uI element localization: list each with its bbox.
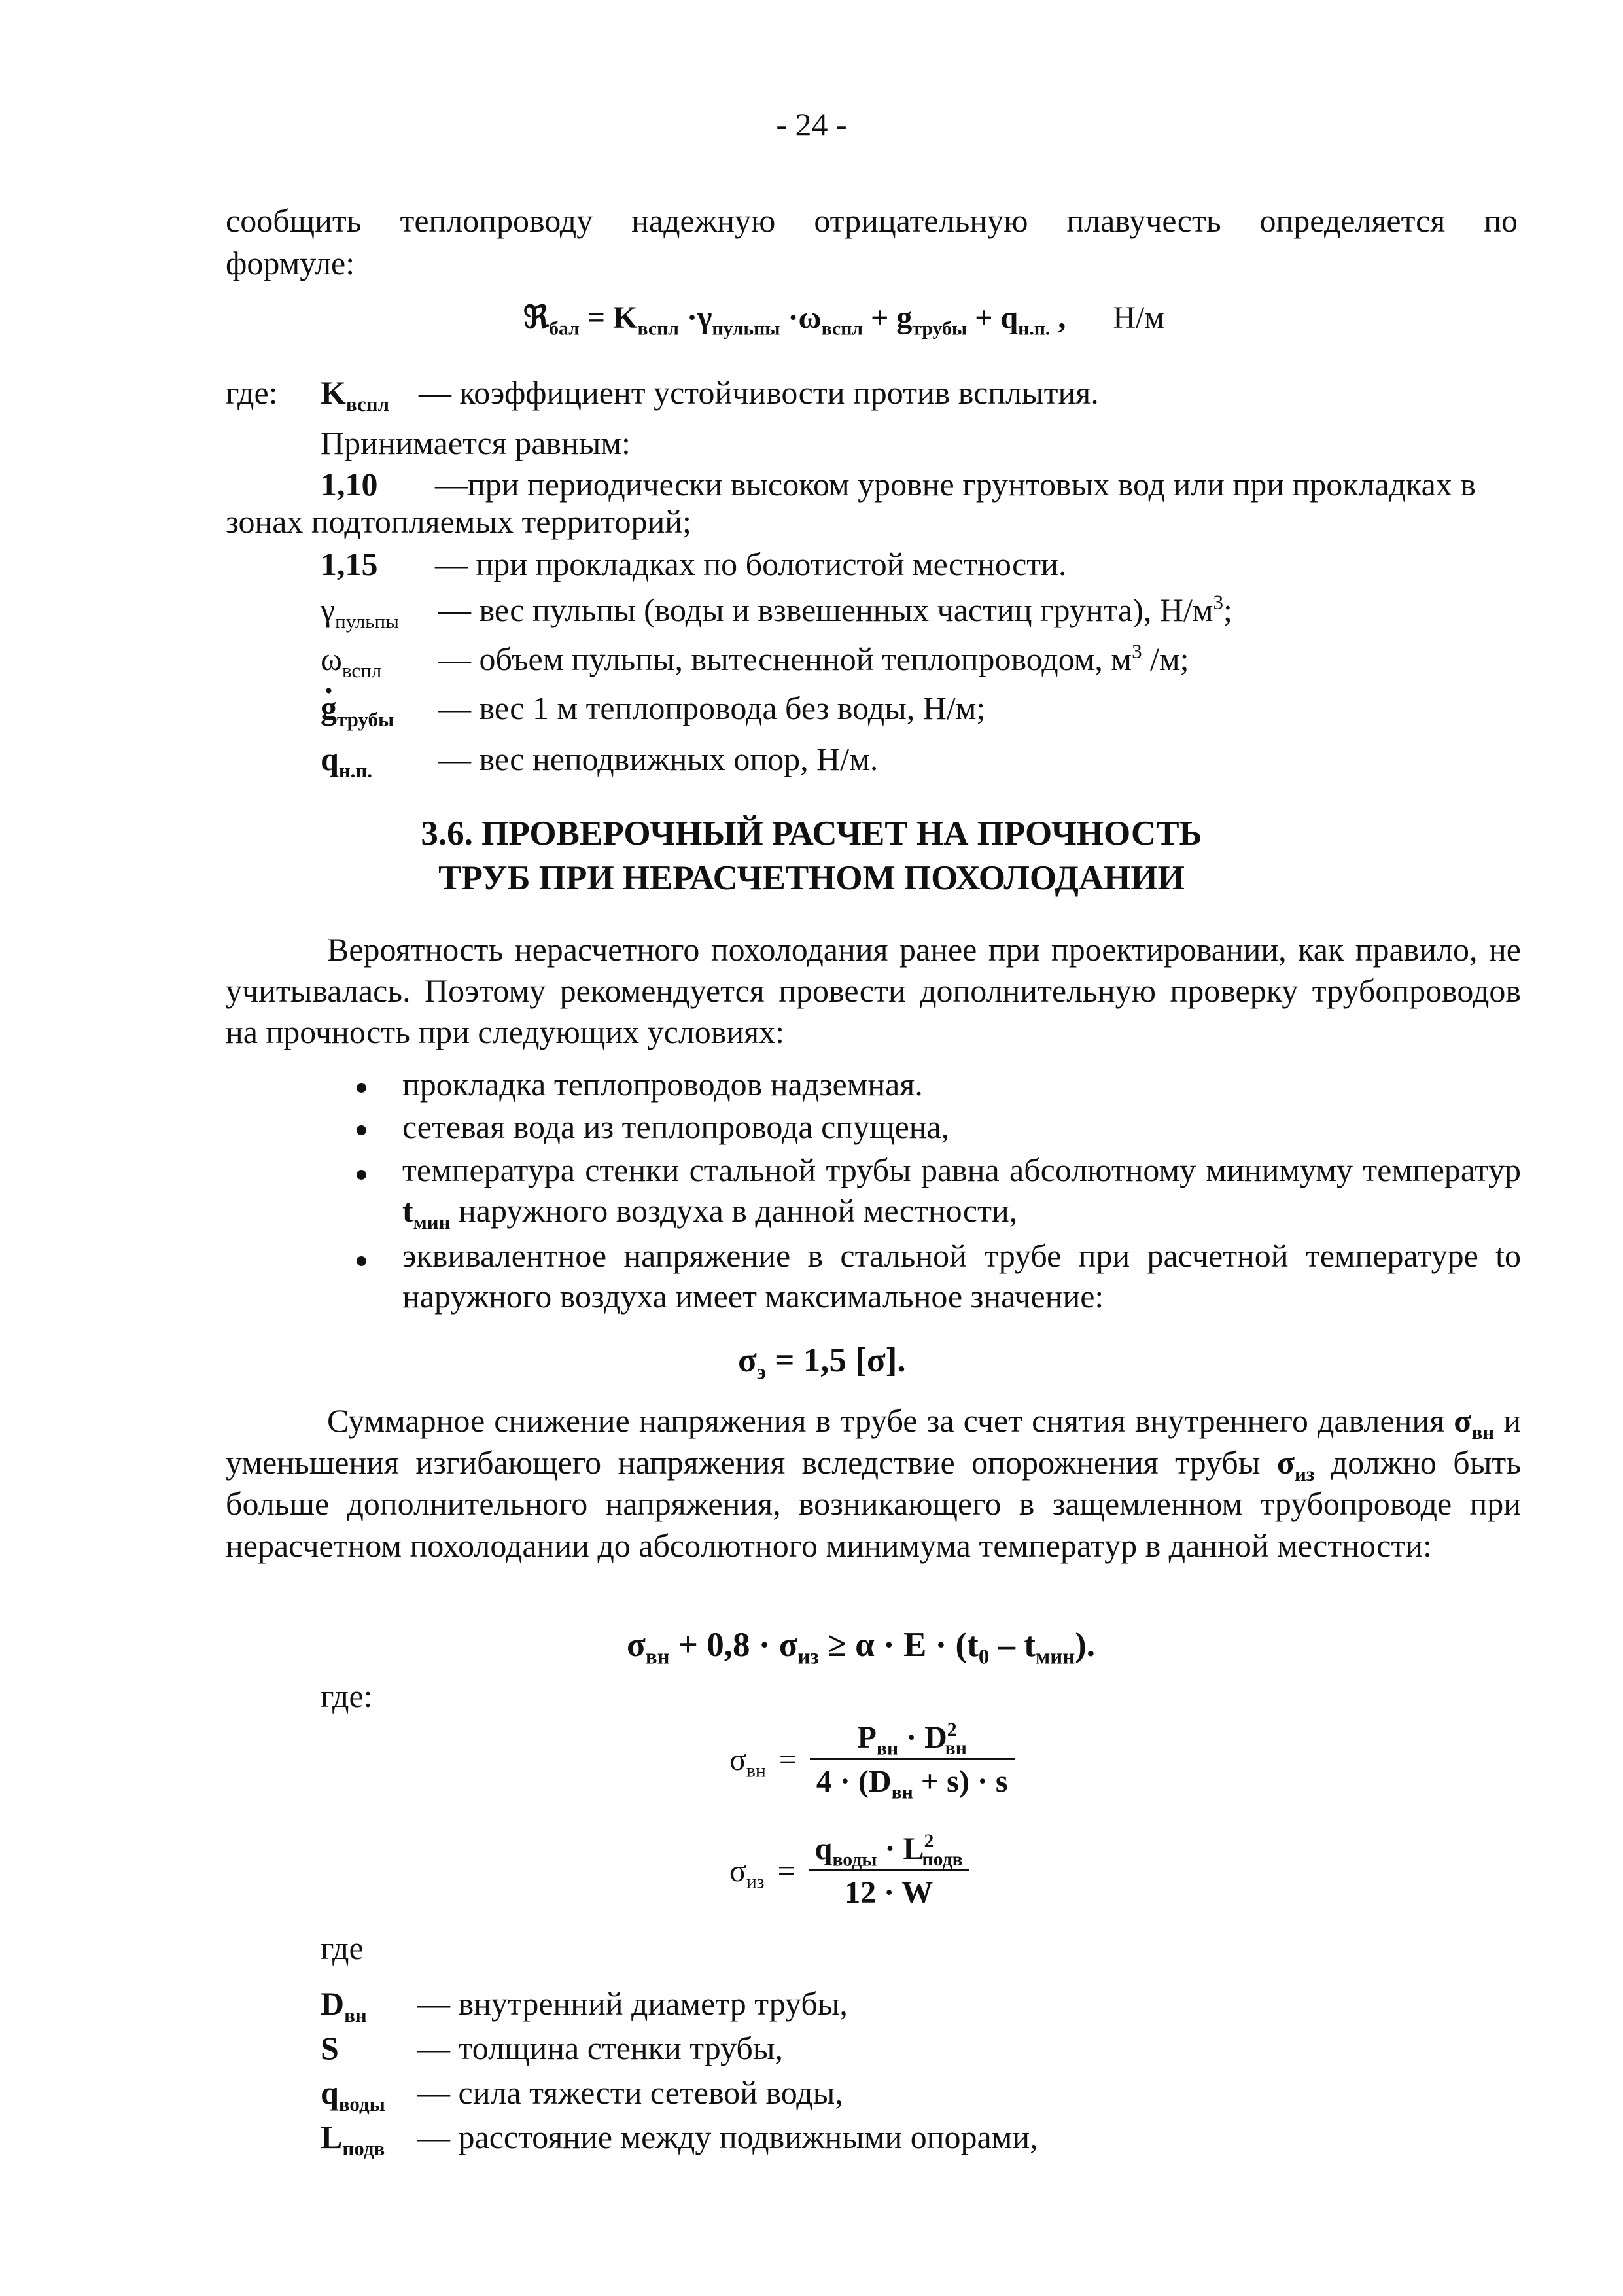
definition-text [438, 589, 1232, 631]
formula-term: · D [898, 1720, 947, 1755]
formula-term: = K [579, 300, 638, 335]
definition-symbol [321, 687, 394, 730]
symbol-subscript: воды [338, 2092, 385, 2115]
inline-symbol: σ [1454, 1402, 1472, 1439]
formula-subscript: вн [876, 1737, 899, 1759]
definition-text [438, 687, 985, 730]
formula-ballast [523, 298, 1164, 338]
definition-tail: ; [1223, 592, 1232, 628]
formula-symbol: σ [627, 1626, 646, 1664]
intro-line-2: формуле: [226, 245, 355, 281]
formula-subscript: вн [945, 1737, 967, 1759]
bullet-dot [357, 1083, 366, 1093]
formula-equals: = [778, 1742, 797, 1777]
formula-term: + s) · s [913, 1764, 1008, 1799]
definition-symbol [321, 2116, 385, 2159]
fraction-numerator [810, 1718, 1015, 1758]
formula-term: = 1,5 [σ]. [766, 1341, 906, 1379]
inline-subscript: из [1295, 1462, 1315, 1485]
definition-tail: /м; [1142, 641, 1189, 677]
formula-stress-condition [627, 1623, 1095, 1668]
symbol-subscript: пульпы [335, 609, 399, 633]
symbol-letter: S [321, 2030, 339, 2066]
formula-term: + g [863, 300, 913, 335]
definition-text: — толщина стенки трубы, [417, 2030, 783, 2066]
formula-subscript: мин [1035, 1645, 1075, 1669]
definition-sup: 3 [1213, 590, 1223, 614]
formula-term: ·γ [678, 300, 712, 335]
symbol-subscript: вн [344, 2003, 367, 2026]
inline-symbol: σ [1276, 1443, 1295, 1481]
definition-text: — сила тяжести сетевой воды, [417, 2074, 843, 2111]
formula-subscript: трубы [912, 317, 968, 340]
definition-text [438, 738, 878, 781]
formula-superscript: 2 [947, 1719, 957, 1741]
formula-superscript: 2 [924, 1830, 934, 1852]
paragraph-1: Вероятность нерасчетного похолодания ранее при проектировании, как правило, не учитывалась. Поэтому рекомендуется провести дополнительную проверку трубопроводов на прочность при следующих условиях: [226, 931, 1521, 1050]
intro-word: определяется [1259, 202, 1446, 239]
symbol-subscript: вспл [345, 392, 390, 415]
symbol-subscript: подв [342, 2136, 385, 2160]
formula-fraction [809, 1829, 969, 1914]
inline-subscript: вн [1471, 1420, 1495, 1443]
formula-term: · L [877, 1831, 924, 1866]
definition-text: — расстояние между подвижными опорами, [417, 2119, 1038, 2155]
bullet-item-4: эквивалентное напряжение в стальной трубе при расчетной температуре to наружного воздуха имеет максимальное значение: [402, 1237, 1521, 1315]
symbol-letter: · g [321, 687, 337, 730]
symbol-letter: q [321, 741, 339, 777]
bullet-symbol: t [402, 1192, 413, 1229]
formula-subscript: вспл [821, 317, 864, 340]
where-label-3: где [321, 1930, 364, 1966]
bullet-subscript: мин [413, 1210, 451, 1233]
formula-term: 4 · (D [816, 1764, 892, 1799]
formula-term: + 0,8 · σ [669, 1626, 798, 1664]
value-1-15-desc: — при прокладках по болотистой местности. [435, 546, 1067, 582]
paragraph-text: и уменьшения изгибающего напряжения вследствие опорожнения трубы [226, 1402, 1521, 1481]
definition-desc: — вес 1 м теплопровода без воды, Н/м; [438, 690, 986, 726]
value-1-10: 1,10 [321, 466, 378, 503]
formula-subscript: н.п. [1018, 317, 1051, 340]
definition-text [438, 638, 1189, 680]
paragraph-2 [226, 1400, 1521, 1566]
formula-term: ). [1075, 1626, 1096, 1664]
paragraph-text: Суммарное снижение напряжения в трубе за счет снятия внутреннего давления [327, 1402, 1454, 1439]
definition-symbol [321, 1983, 367, 2025]
bullet-dot [357, 1256, 366, 1266]
intro-word: теплопроводу [400, 202, 593, 239]
formula-equivalent-stress [738, 1338, 906, 1383]
symbol-subscript: вспл [341, 658, 382, 682]
formula-subscript: из [797, 1645, 819, 1669]
fraction-denominator: 12 · W [809, 1869, 969, 1913]
symbol-letter: L [321, 2119, 343, 2155]
symbol-letter: γ [321, 592, 336, 628]
definition-desc: — вес пульпы (воды и взвешенных частиц грунта), Н/м [438, 592, 1213, 628]
formula-subscript: вспл [637, 317, 679, 340]
paragraph-text: должно быть больше дополнительного напряжения, возникающего в защемленном трубопроводе при нерасчетном похолодании до абсолютного минимума температур в данной местности: [226, 1443, 1521, 1564]
formula-subscript: 0 [978, 1645, 990, 1669]
definition-text: — внутренний диаметр трубы, [417, 1985, 848, 2022]
formula-subscript: э [756, 1360, 767, 1385]
definition-symbol [321, 2027, 339, 2070]
bullet-item-3 [402, 1150, 1521, 1231]
intro-word: отрицательную [814, 202, 1028, 239]
formula-term: P [857, 1720, 877, 1755]
k-symbol [321, 372, 389, 414]
intro-word: надежную [631, 202, 776, 239]
formula-symbol: σ [729, 1742, 746, 1777]
symbol-letter: ω [321, 641, 342, 677]
bullet-dot [357, 1170, 366, 1180]
where-label: где: [226, 374, 278, 411]
symbol-subscript: трубы [337, 707, 394, 731]
formula-subscript: вн [891, 1781, 913, 1803]
intro-line-1 [226, 200, 1518, 242]
symbol-letter: q [321, 2074, 339, 2111]
formula-term: – t [989, 1626, 1036, 1664]
formula-subscript: подв [922, 1848, 963, 1871]
formula-sigma-bending [729, 1829, 969, 1914]
definition-desc: — объем пульпы, вытесненной теплопроводом, м [438, 641, 1132, 677]
formula-subscript: воды [832, 1848, 877, 1871]
formula-subscript: бал [549, 317, 580, 340]
intro-word: сообщить [226, 202, 362, 239]
formula-term: ·ω [780, 300, 822, 335]
formula-unit: Н/м [1113, 300, 1164, 335]
formula-symbol: σ [729, 1853, 746, 1888]
accepted-label: Принимается равным: [321, 425, 631, 461]
formula-subscript: из [746, 1871, 765, 1893]
fraction-denominator [810, 1758, 1015, 1802]
symbol-subscript: н.п. [338, 758, 373, 782]
where-label-2: где: [321, 1678, 373, 1714]
value-1-10-cont: зонах подтопляемых территорий; [226, 503, 691, 540]
section-heading-line-2: ТРУБ ПРИ НЕРАСЧЕТНОМ ПОХОЛОДАНИИ [438, 859, 1185, 897]
definition-symbol [321, 589, 399, 631]
value-1-15: 1,15 [321, 546, 378, 582]
formula-subscript: вн [645, 1645, 670, 1669]
bullet-item-1: прокладка теплопроводов надземная. [402, 1066, 923, 1103]
formula-symbol: ℜ [523, 300, 550, 335]
section-heading-line-1: 3.6. ПРОВЕРОЧНЫЙ РАСЧЕТ НА ПРОЧНОСТЬ [421, 815, 1202, 853]
definition-symbol [321, 2072, 385, 2114]
formula-subscript: пульпы [712, 317, 780, 340]
formula-sigma-internal [729, 1718, 1015, 1803]
formula-term: q [814, 1831, 833, 1866]
bullet-item-2: сетевая вода из теплопровода спущена, [402, 1108, 950, 1145]
definition-sup: 3 [1132, 639, 1142, 663]
definition-desc: — вес неподвижных опор, Н/м. [438, 741, 879, 777]
formula-subscript: вн [746, 1759, 766, 1782]
k-description: — коэффициент устойчивости против всплытия. [419, 374, 1099, 411]
symbol-letter: K [321, 374, 346, 411]
formula-term: , [1050, 300, 1066, 335]
value-1-10-desc: —при периодически высоком уровне грунтовых вод или при прокладках в [435, 466, 1476, 503]
fraction-numerator [809, 1829, 969, 1869]
intro-word: по [1484, 202, 1518, 239]
formula-symbol: σ [738, 1341, 757, 1379]
bullet-dot [357, 1125, 366, 1135]
formula-fraction [810, 1718, 1015, 1803]
formula-term: ≥ α · E · (t [818, 1626, 979, 1664]
bullet-text: температура стенки стальной трубы равна абсолютному минимуму температур [402, 1152, 1521, 1188]
intro-word: плавучесть [1066, 202, 1221, 239]
bullet-text: наружного воздуха в данной местности, [450, 1192, 1018, 1229]
formula-equals: = [777, 1853, 795, 1888]
symbol-letter: D [321, 1985, 345, 2022]
page-number: - 24 - [776, 106, 847, 143]
definition-symbol [321, 738, 372, 781]
formula-term: + q [967, 300, 1019, 335]
